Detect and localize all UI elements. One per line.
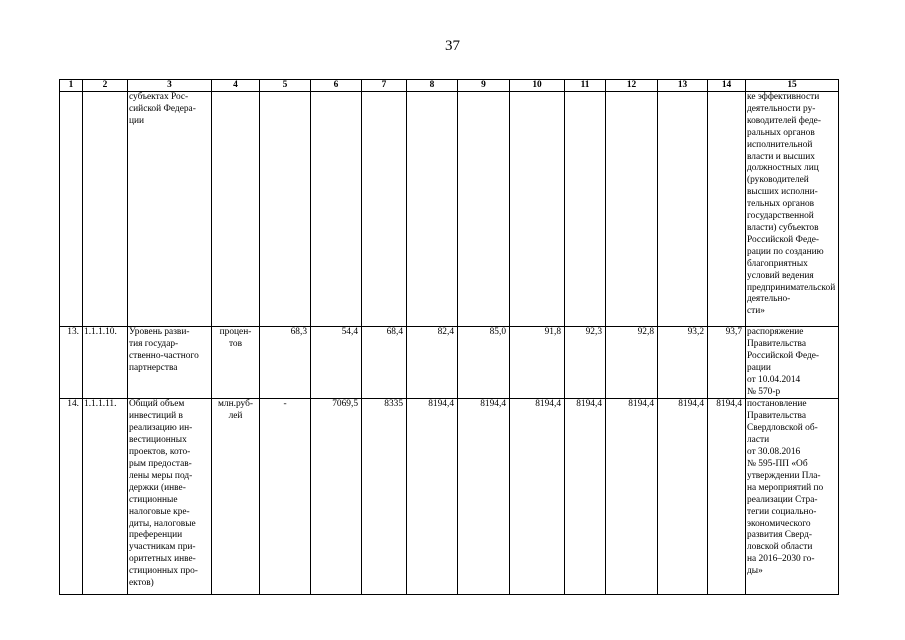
value-cell: 85,0 — [458, 327, 510, 399]
value-cell: 68,4 — [362, 327, 407, 399]
unit-cell: процен- тов — [212, 327, 260, 399]
column-header: 15 — [746, 80, 839, 92]
value-cell: 93,7 — [708, 327, 746, 399]
value-cell: 92,3 — [565, 327, 606, 399]
column-header: 6 — [311, 80, 362, 92]
unit-cell — [212, 92, 260, 327]
value-cell — [708, 92, 746, 327]
value-cell: 92,8 — [606, 327, 658, 399]
value-cell — [458, 92, 510, 327]
column-header: 8 — [407, 80, 458, 92]
column-header: 1 — [60, 80, 83, 92]
value-cell: - — [260, 399, 311, 595]
column-header: 14 — [708, 80, 746, 92]
column-header: 13 — [658, 80, 708, 92]
value-cell: 8194,4 — [658, 399, 708, 595]
value-cell — [658, 92, 708, 327]
value-cell — [362, 92, 407, 327]
value-cell — [260, 92, 311, 327]
indicator-name-cell: субъектах Рос- сийской Федера- ции — [128, 92, 212, 327]
column-header: 9 — [458, 80, 510, 92]
table-row — [60, 399, 839, 595]
value-cell: 8194,4 — [606, 399, 658, 595]
page-number: 37 — [445, 38, 460, 54]
value-cell — [407, 92, 458, 327]
column-header: 2 — [83, 80, 128, 92]
indicator-name-cell: Общий объем инвестиций в реализацию ин- вестиционных проектов, кото- рым предостав- лены меры под- держки (инве- стиционные налоговые кре- диты, налоговые преференции участникам при- оритетных инве- стиционных про- ектов) — [128, 399, 212, 595]
value-cell: 82,4 — [407, 327, 458, 399]
column-header: 11 — [565, 80, 606, 92]
code-cell: 1.1.1.11. — [83, 399, 128, 595]
code-cell — [83, 92, 128, 327]
indicator-name-cell: Уровень разви- тия государ- ственно-частного партнерства — [128, 327, 212, 399]
column-header: 12 — [606, 80, 658, 92]
value-cell — [565, 92, 606, 327]
value-cell: 8194,4 — [407, 399, 458, 595]
row-number-cell: 13. — [60, 327, 83, 399]
column-header: 4 — [212, 80, 260, 92]
column-header: 5 — [260, 80, 311, 92]
value-cell: 8194,4 — [510, 399, 565, 595]
header-row — [60, 80, 839, 92]
value-cell: 8194,4 — [458, 399, 510, 595]
unit-cell: млн.руб- лей — [212, 399, 260, 595]
value-cell: 54,4 — [311, 327, 362, 399]
column-header: 3 — [128, 80, 212, 92]
value-cell: 93,2 — [658, 327, 708, 399]
value-cell: 8335 — [362, 399, 407, 595]
table-row — [60, 327, 839, 399]
code-cell: 1.1.1.10. — [83, 327, 128, 399]
column-header: 7 — [362, 80, 407, 92]
column-header: 10 — [510, 80, 565, 92]
value-cell: 8194,4 — [565, 399, 606, 595]
table-row — [60, 92, 839, 327]
row-number-cell — [60, 92, 83, 327]
value-cell — [606, 92, 658, 327]
source-document-cell: постановление Правительства Свердловской об- ласти от 30.08.2016 № 595-ПП «Об утверждении Пла- на мероприятий по реализации Стра- тегии социально- экономического развития Сверд- ловской области на 2016–2030 го- ды» — [746, 399, 839, 595]
source-document-cell: распоряжение Правительства Российской Феде- рации от 10.04.2014 № 570-р — [746, 327, 839, 399]
source-document-cell: ке эффективности деятельности ру- ководителей феде- ральных органов исполнительной власти и высших должностных лиц (руководителей высших исполни- тельных органов государственной власти) субъектов Российской Феде- рации по созданию благоприятных условий ведения предпринимательской деятельно- сти» — [746, 92, 839, 327]
indicators-table — [59, 79, 839, 595]
value-cell — [510, 92, 565, 327]
row-number-cell: 14. — [60, 399, 83, 595]
value-cell: 68,3 — [260, 327, 311, 399]
value-cell: 7069,5 — [311, 399, 362, 595]
value-cell — [311, 92, 362, 327]
value-cell: 8194,4 — [708, 399, 746, 595]
value-cell: 91,8 — [510, 327, 565, 399]
